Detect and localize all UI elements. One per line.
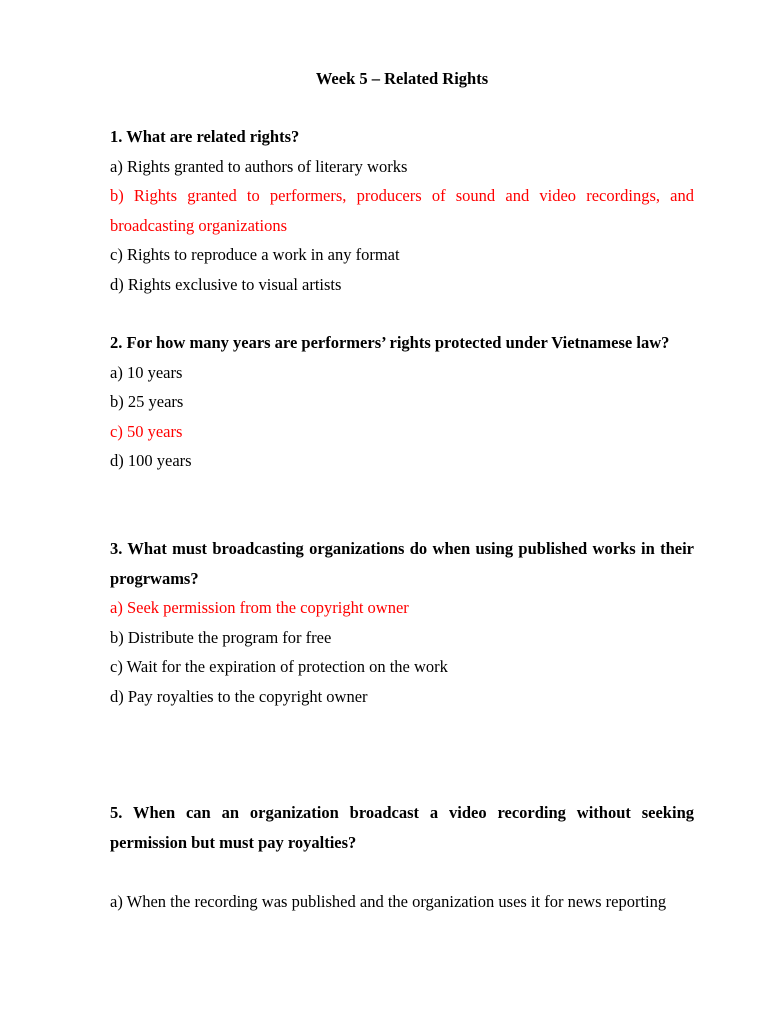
question-5-option-a: a) When the recording was published and the organization uses it for news reporting: [110, 892, 667, 911]
question-2-option-d: d) 100 years: [110, 451, 192, 470]
question-1-option-b: b) Rights granted to performers, producers of sound and video recordings, and broadcasting organizations: [110, 186, 694, 235]
question-5-block: [110, 798, 694, 857]
question-1-option-a: a) Rights granted to authors of literary works: [110, 156, 408, 176]
question-3-option-c: c) Wait for the expiration of protection on the work: [110, 657, 448, 676]
question-2-option-b: b) 25 years: [110, 392, 184, 411]
question-1-option-d: d) Rights exclusive to visual artists: [110, 274, 342, 294]
question-1-block: [110, 122, 694, 299]
question-3-text: 3. What must broadcasting organizations do when using published works in their progrwams?: [110, 539, 694, 588]
question-3-option-b: b) Distribute the program for free: [110, 627, 332, 647]
question-3-block: [110, 534, 694, 711]
question-1-option-c: c) Rights to reproduce a work in any format: [110, 245, 400, 264]
question-2-block: [110, 328, 694, 476]
question-5-options: [110, 887, 694, 917]
question-3-option-a: a) Seek permission from the copyright owner: [110, 598, 409, 617]
question-2-option-a: a) 10 years: [110, 362, 183, 382]
question-2-option-c: c) 50 years: [110, 421, 183, 441]
question-5-text: 5. When can an organization broadcast a video recording without seeking permission but must pay royalties?: [110, 803, 694, 852]
question-1-text: 1. What are related rights?: [110, 127, 300, 146]
document-title: Week 5 – Related Rights: [315, 69, 489, 88]
question-2-text: 2. For how many years are performers’ rights protected under Vietnamese law?: [110, 333, 670, 352]
question-3-option-d: d) Pay royalties to the copyright owner: [110, 686, 368, 706]
